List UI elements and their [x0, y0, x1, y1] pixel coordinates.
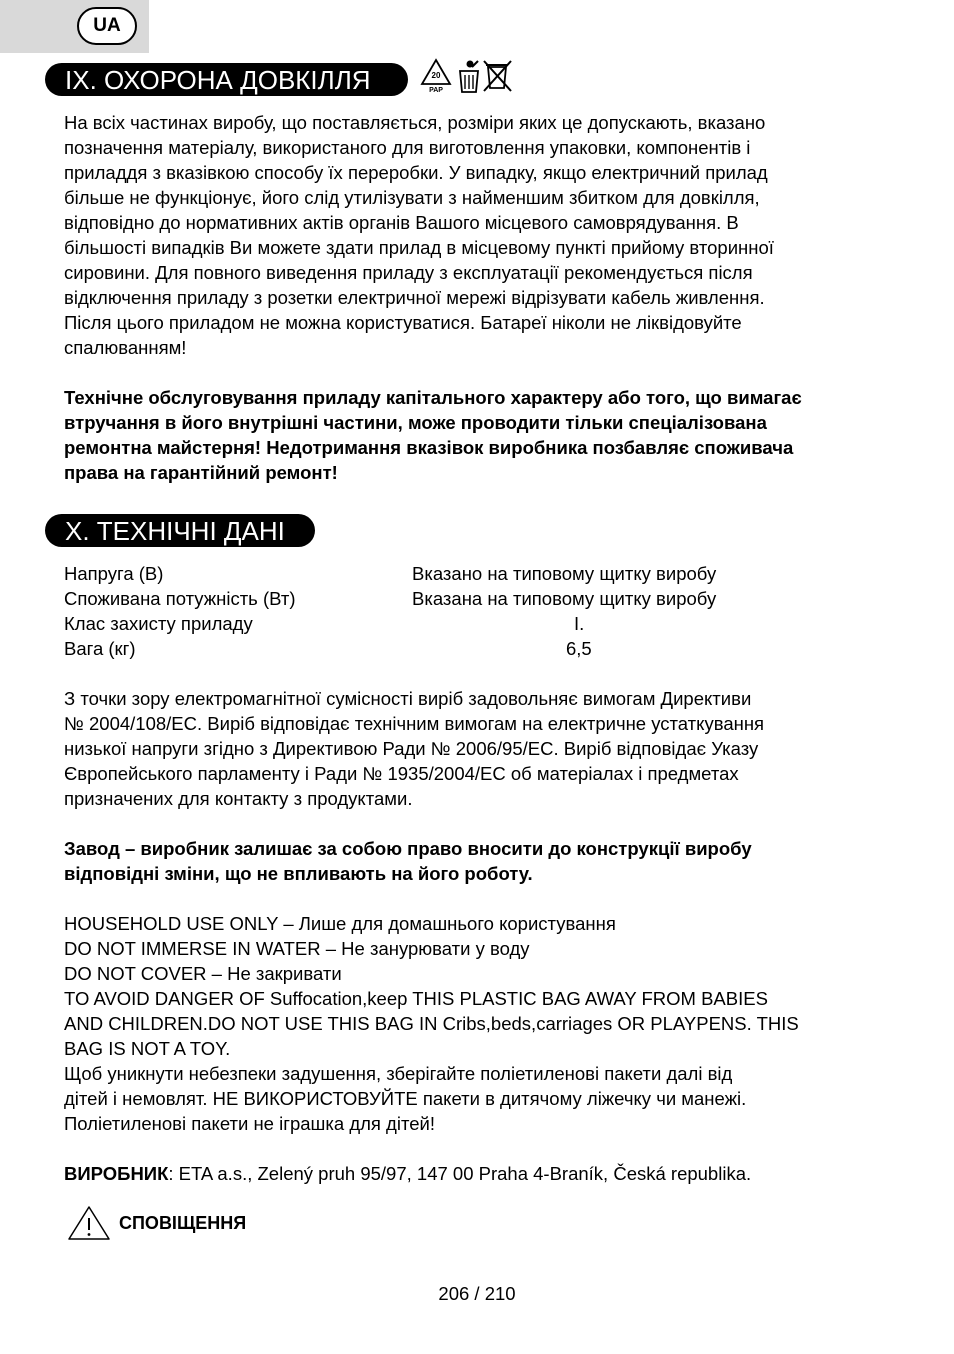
factory-paragraph: Завод – виробник залишає за собою право вносити до конструкції виробу відповідні зміни, що не впливають на його роботу.	[64, 838, 752, 884]
section-x-title: X. ТЕХНІЧНІ ДАНІ	[45, 514, 315, 547]
svg-text:PAP: PAP	[429, 87, 443, 94]
language-badge: UA	[77, 7, 137, 45]
spec-value: Вказано на типовому щитку виробу	[412, 563, 717, 584]
environment-icons	[420, 58, 515, 94]
spec-label: Споживана потужність (Вт)	[64, 588, 296, 609]
language-tab	[0, 0, 149, 53]
spec-label: Клас захисту приладу	[64, 613, 253, 634]
recycling-20-pap-icon	[422, 60, 450, 94]
maintenance-warning-paragraph: Технічне обслуговування приладу капітального характеру або того, що вимагає втручання в його внутрішні частини, може проводити тільки спеціалізована ремонтна майстерня! Недотримання вказівок виробника позбавляє споживача права на гарантійний ремонт!	[64, 387, 802, 483]
spec-value: Вказана на типовому щитку виробу	[412, 588, 717, 609]
recycle-bin-icon	[460, 61, 478, 93]
crossed-out-bin-icon	[484, 61, 511, 91]
section-ix-title: IX. ОХОРОНА ДОВКІЛЛЯ	[45, 63, 408, 96]
notice-label: СПОВІЩЕННЯ	[119, 1213, 247, 1233]
page-separator: /	[469, 1283, 485, 1304]
manufacturer-label: ВИРОБНИК	[64, 1163, 169, 1184]
spec-value: 6,5	[566, 638, 592, 659]
manufacturer-address: : ETA a.s., Zelený pruh 95/97, 147 00 Praha 4-Braník, Česká republika.	[168, 1163, 752, 1184]
usage-warnings-paragraph: HOUSEHOLD USE ONLY – Лише для домашнього користування DO NOT IMMERSE IN WATER – Не занурювати у воду DO NOT COVER – Не закривати TO AVOID DANGER OF Suffocation,keep THIS PLASTIC BAG AWAY FROM BABIES AND CHILDREN.DO NOT USE THIS BAG IN Cribs,beds,carriages OR PLAYPENS. THIS BAG IS NOT A TOY. Щоб уникнути небезпеки задушення, зберігайте поліетиленові пакети далі від дітей і немовлят. НЕ ВИКОРИСТОВУЙТЕ пакети в дитячому ліжечку чи манежі. Поліетиленові пакети не іграшка для дітей!	[64, 913, 799, 1134]
spec-label: Напруга (В)	[64, 563, 164, 584]
spec-label: Вага (кг)	[64, 638, 136, 659]
spec-value: I.	[574, 613, 585, 634]
manufacturer-line	[64, 1161, 751, 1186]
svg-text:20: 20	[431, 71, 441, 80]
page-current: 206	[438, 1283, 470, 1304]
page-total: 210	[484, 1283, 516, 1304]
emc-paragraph: З точки зору електромагнітної сумісності виріб задовольняє вимогам Директиви № 2004/108/ЕС. Виріб відповідає технічним вимогам на електричне устаткування низької напруги згідно з Директивою Ради № 2006/95/ЕС. Виріб відповідає Указу Європейського парламенту і Ради № 1935/2004/ЕС об матеріалах і предметах призначених для контакту з продуктами.	[64, 688, 765, 809]
environment-paragraph: На всіх частинах виробу, що поставляється, розміри яких це допускають, вказано позначення матеріалу, використаного для виготовлення упаковки, компонентів і приладдя з вказівкою способу їх переробки. У випадку, якщо електричний прилад більше не функціонує, його слід утилізувати з найменшим збитком для довкілля, відповідно до нормативних актів органів Вашого місцевого самоврядування. В більшості випадків Ви можете здати прилад в місцевому пункті прийому вторинної сировини. Для повного виведення приладу з експлуатації рекомендується після відключення приладу з розетки електричної мережі відрізувати кабель живлення. Після цього приладом не можна користуватися. Батареї ніколи не ліквідовуйте спалюванням!	[64, 112, 774, 358]
warning-triangle-icon	[67, 1205, 111, 1241]
page-number	[0, 1281, 954, 1306]
